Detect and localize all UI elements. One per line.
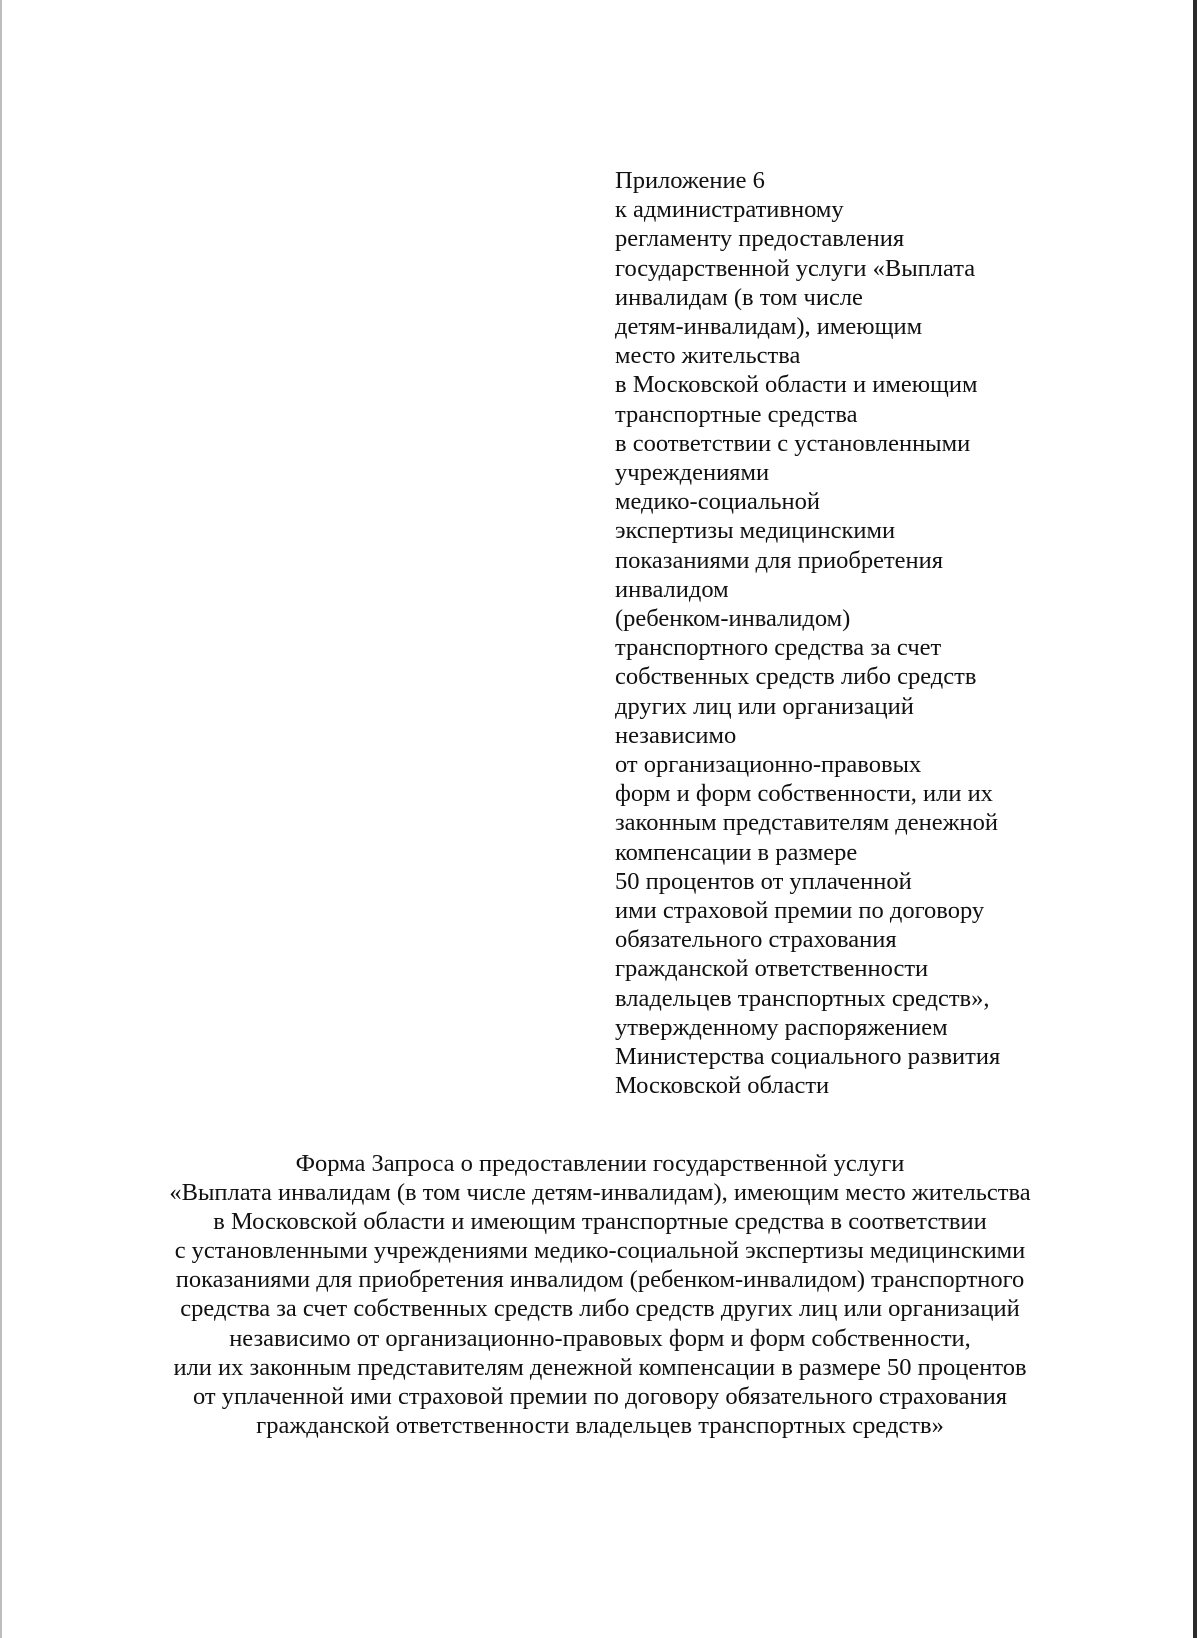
appendix-line: гражданской ответственности — [615, 955, 929, 983]
form-title-line: «Выплата инвалидам (в том числе детям-инвалидам), имеющим место жительства — [169, 1179, 1031, 1207]
form-title-line: Форма Запроса о предоставлении государственной услуги — [295, 1150, 905, 1177]
appendix-line: владельцев транспортных средств», — [615, 984, 990, 1012]
appendix-line: к административному — [615, 196, 844, 224]
appendix-line: транспортного средства за счет — [615, 634, 942, 662]
appendix-line: форм и форм собственности, или их — [615, 780, 993, 808]
appendix-line: показаниями для приобретения — [615, 546, 944, 574]
form-title-line: в Московской области и имеющим транспортные средства в соответствии — [213, 1208, 987, 1236]
appendix-line: место жительства — [615, 342, 801, 370]
appendix-line: инвалидам (в том числе — [615, 283, 863, 311]
form-title-block — [100, 1149, 1100, 1440]
appendix-line: регламенту предоставления — [615, 225, 905, 253]
appendix-line: государственной услуги «Выплата — [615, 254, 976, 282]
appendix-line: Приложение 6 — [615, 167, 765, 194]
form-title-line: показаниями для приобретения инвалидом (ребенком-инвалидом) транспортного — [175, 1266, 1025, 1294]
appendix-line: утвержденному распоряжением — [615, 1013, 948, 1041]
form-title-line: с установленными учреждениями медико-социальной экспертизы медицинскими — [174, 1237, 1026, 1265]
appendix-line: ими страховой премии по договору — [615, 897, 985, 925]
appendix-header-block — [615, 166, 1085, 1101]
appendix-line: законным представителям денежной — [615, 809, 999, 837]
appendix-line: собственных средств либо средств — [615, 663, 977, 691]
appendix-line: 50 процентов от уплаченной — [615, 867, 912, 895]
appendix-line: Министерства социального развития — [615, 1043, 1001, 1071]
appendix-line: (ребенком-инвалидом) — [615, 605, 851, 633]
appendix-line: экспертизы медицинскими — [615, 517, 896, 545]
appendix-line: в Московской области и имеющим — [615, 371, 978, 399]
scan-edge-right — [1193, 0, 1197, 1638]
appendix-line: от организационно-правовых — [615, 751, 922, 779]
appendix-line: в соответствии с установленными — [615, 429, 971, 457]
form-title-line: или их законным представителям денежной компенсации в размере 50 процентов — [173, 1353, 1027, 1381]
appendix-line: компенсации в размере — [615, 838, 858, 866]
appendix-line: Московской области — [615, 1072, 830, 1100]
form-title-line: независимо от организационно-правовых форм и форм собственности, — [229, 1324, 971, 1352]
appendix-line: независимо — [615, 721, 737, 749]
appendix-line: других лиц или организаций — [615, 692, 914, 720]
appendix-line: обязательного страхования — [615, 926, 897, 954]
appendix-line: медико-социальной — [615, 488, 821, 516]
form-title-line: гражданской ответственности владельцев транспортных средств» — [256, 1411, 944, 1439]
appendix-line: инвалидом — [615, 575, 729, 603]
form-title-line: от уплаченной ими страховой премии по договору обязательного страхования — [192, 1382, 1007, 1410]
scan-edge-left — [0, 0, 2, 1638]
appendix-line: учреждениями — [615, 459, 770, 487]
appendix-line: транспортные средства — [615, 400, 858, 428]
form-title-line: средства за счет собственных средств либо средств других лиц или организаций — [180, 1295, 1020, 1323]
appendix-line: детям-инвалидам), имеющим — [615, 313, 923, 341]
